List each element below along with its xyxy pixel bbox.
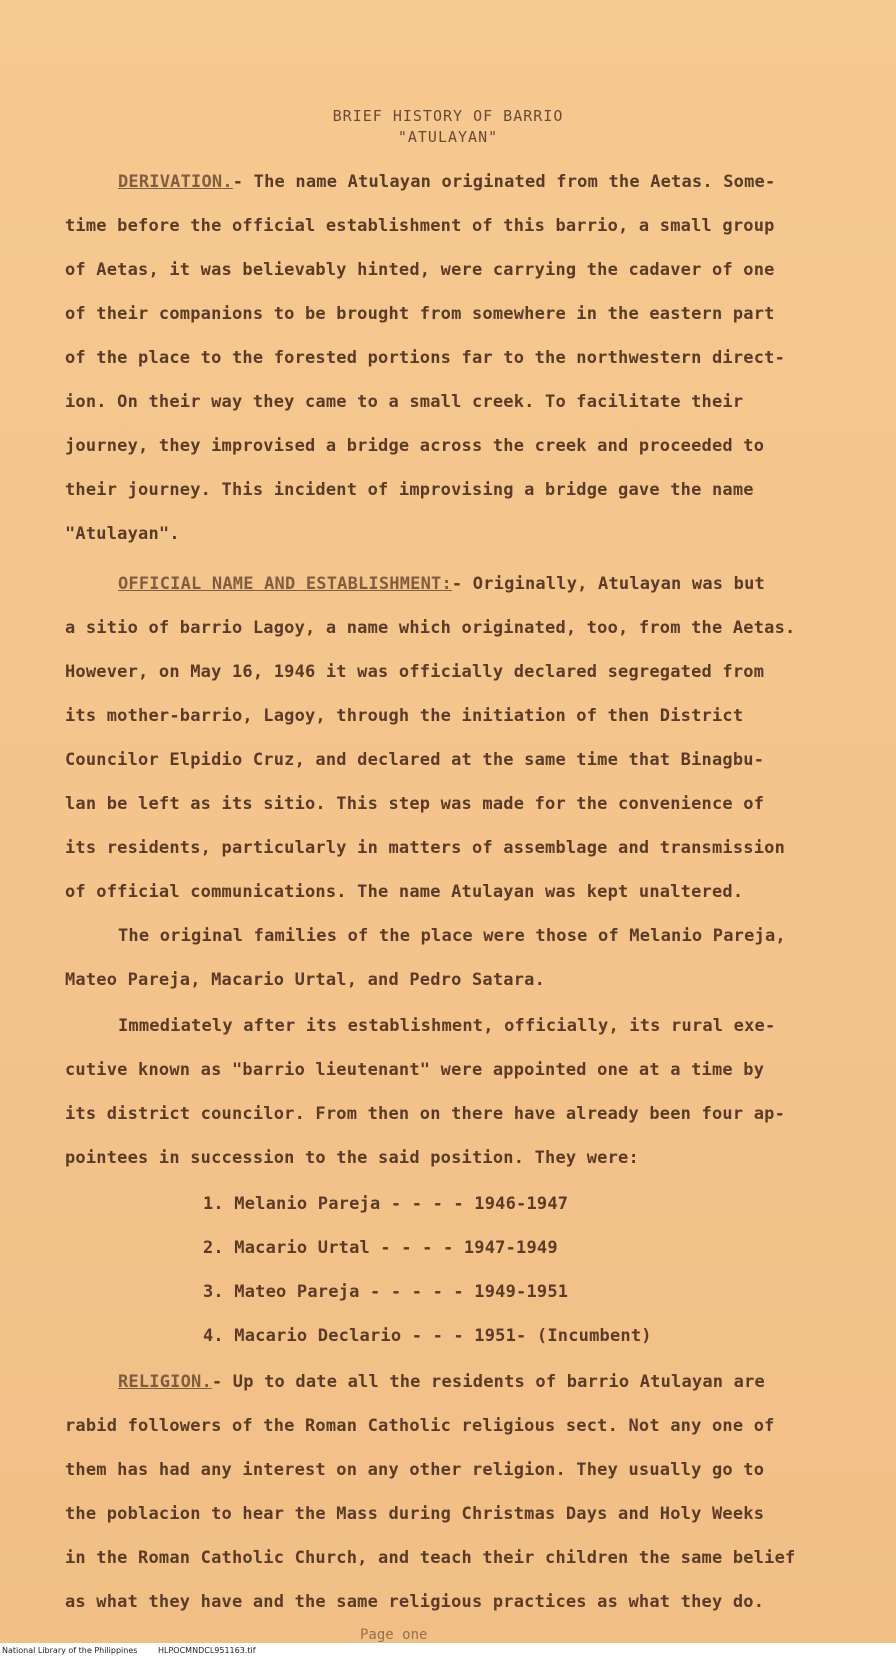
derivation-first-line: DERIVATION.- The name Atulayan originated from the Aetas. Some- [118, 172, 776, 192]
official-name-line: Councilor Elpidio Cruz, and declared at the same time that Binagbu- [65, 750, 765, 770]
derivation-line: ion. On their way they came to a small creek. To facilitate their [65, 392, 744, 412]
religion-first-line: RELIGION.- Up to date all the residents of barrio Atulayan are [118, 1372, 765, 1392]
religion-line: them has had any interest on any other religion. They usually go to [65, 1460, 765, 1480]
religion-line: as what they have and the same religious practices as what they do. [65, 1592, 765, 1612]
official-name-line: its residents, particularly in matters of assemblage and transmission [65, 838, 786, 858]
lieutenants-line: pointees in succession to the said position. They were: [65, 1148, 639, 1168]
families-line: The original families of the place were those of Melanio Pareja, [118, 926, 786, 946]
lieutenants-line: cutive known as "barrio lieutenant" were appointed one at a time by [65, 1060, 765, 1080]
religion-line: rabid followers of the Roman Catholic religious sect. Not any one of [65, 1416, 775, 1436]
lieutenants-line: its district councilor. From then on there have already been four ap- [65, 1104, 786, 1124]
page-number: Page one [360, 1627, 428, 1643]
derivation-line: of Aetas, it was believably hinted, were carrying the cadaver of one [65, 260, 775, 280]
scan-footer [0, 1643, 896, 1658]
lieutenants-line: Immediately after its establishment, officially, its rural exe- [118, 1016, 776, 1036]
families-line: Mateo Pareja, Macario Urtal, and Pedro Satara. [65, 970, 546, 990]
religion-label: RELIGION. [118, 1372, 212, 1392]
official-name-label: OFFICIAL NAME AND ESTABLISHMENT: [118, 574, 452, 594]
official-name-line: of official communications. The name Atulayan was kept unaltered. [65, 882, 744, 902]
footer-file-id: HLPOCMNDCL951163.tif [158, 1646, 256, 1655]
lieutenant-list-item: 2. Macario Urtal - - - - 1947-1949 [203, 1238, 558, 1258]
official-name-line: lan be left as its sitio. This step was made for the convenience of [65, 794, 765, 814]
official-name-line: However, on May 16, 1946 it was officially declared segregated from [65, 662, 765, 682]
document-title: BRIEF HISTORY OF BARRIO [332, 107, 564, 125]
lieutenant-list-item: 1. Melanio Pareja - - - - 1946-1947 [203, 1194, 569, 1214]
derivation-line: time before the official establishment of this barrio, a small group [65, 216, 775, 236]
derivation-label: DERIVATION. [118, 172, 233, 192]
lieutenant-list-item: 3. Mateo Pareja - - - - - 1949-1951 [203, 1282, 569, 1302]
official-name-line: its mother-barrio, Lagoy, through the initiation of then District [65, 706, 744, 726]
derivation-line: their journey. This incident of improvising a bridge gave the name [65, 480, 754, 500]
religion-line: in the Roman Catholic Church, and teach their children the same belief [65, 1548, 796, 1568]
document-subtitle: "ATULAYAN" [397, 128, 499, 146]
derivation-line: journey, they improvised a bridge across the creek and proceeded to [65, 436, 765, 456]
official-name-line: a sitio of barrio Lagoy, a name which originated, too, from the Aetas. [65, 618, 796, 638]
derivation-line: of the place to the forested portions far to the northwestern direct- [65, 348, 786, 368]
derivation-line: "Atulayan". [65, 524, 180, 544]
official-name-first-line: OFFICIAL NAME AND ESTABLISHMENT:- Originally, Atulayan was but [118, 574, 765, 594]
religion-line: the poblacion to hear the Mass during Christmas Days and Holy Weeks [65, 1504, 765, 1524]
lieutenant-list-item: 4. Macario Declario - - - 1951- (Incumbent) [203, 1326, 652, 1346]
derivation-line: of their companions to be brought from somewhere in the eastern part [65, 304, 775, 324]
footer-library: National Library of the Philippines [2, 1646, 138, 1655]
